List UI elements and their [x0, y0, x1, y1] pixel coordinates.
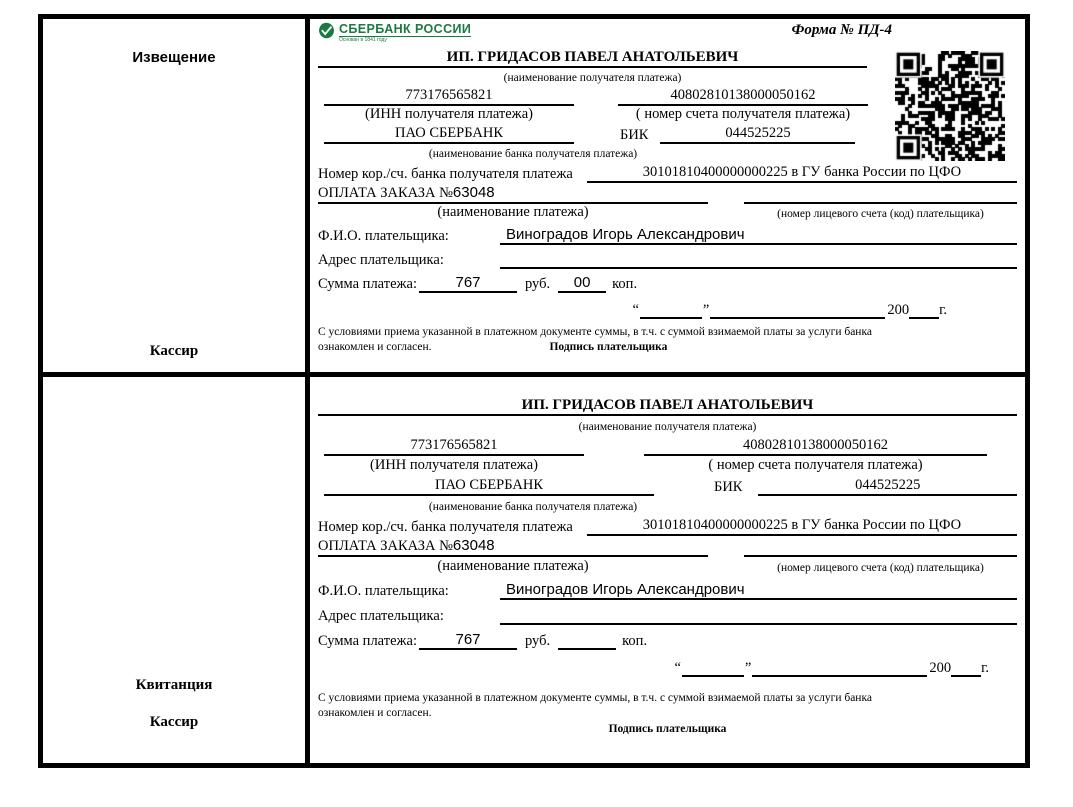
notice-side-title: Извещение: [132, 49, 216, 66]
date-month-blank: [710, 317, 885, 319]
payer-label: Ф.И.О. плательщика:: [318, 228, 449, 244]
bik-label: БИК: [714, 479, 743, 495]
address-label: Адрес плательщика:: [318, 608, 444, 624]
inn-caption: (ИНН получателя платежа): [365, 105, 533, 122]
personal-account-caption: (номер лицевого счета (код) плательщика): [777, 561, 984, 574]
notice-side-cell: [43, 19, 310, 372]
agreement-line2: ознакомлен и согласен.: [318, 706, 432, 719]
address-label: Адрес плательщика:: [318, 252, 444, 268]
receipt-side-cell: [43, 377, 310, 763]
account-value: 40802810138000050162: [618, 87, 868, 106]
corr-account-value: 30101810400000000225 в ГУ банка России по ЦФО: [587, 517, 1017, 536]
signature-label: Подпись плательщика: [549, 340, 668, 353]
account-value: 40802810138000050162: [644, 437, 987, 456]
date-day-blank: [640, 317, 702, 319]
receipt-side-title: Квитанция: [135, 677, 213, 693]
bik-value: 044525225: [660, 125, 855, 144]
bank-caption: (наименование банка получателя платежа): [428, 147, 638, 160]
payment-purpose-prefix: ОПЛАТА ЗАКАЗА №: [318, 538, 453, 554]
account-caption: ( номер счета получателя платежа): [635, 105, 851, 122]
section-receipt: [43, 372, 1025, 763]
bank-name-value: ПАО СБЕРБАНК: [324, 477, 654, 496]
date-year-blank: [951, 675, 981, 677]
form-number: Форма № ПД-4: [791, 22, 892, 38]
corr-account-label: Номер кор./сч. банка получателя платежа: [318, 166, 573, 182]
date-quote-close: ”: [744, 660, 752, 676]
rub-label: руб.: [525, 276, 551, 292]
date-year-suffix: г.: [981, 660, 989, 676]
sberbank-logo-tagline: Основан в 1841 году: [339, 37, 387, 43]
agreement-line2: ознакомлен и согласен.: [318, 340, 432, 353]
bank-name-value: ПАО СБЕРБАНК: [324, 125, 574, 144]
personal-account-caption: (номер лицевого счета (код) плательщика): [777, 207, 984, 220]
date-year-blank: [909, 317, 939, 319]
corr-account-value: 30101810400000000225 в ГУ банка России по ЦФО: [587, 164, 1017, 183]
amount-label: Сумма платежа:: [318, 633, 417, 649]
corr-account-label: Номер кор./сч. банка получателя платежа: [318, 519, 573, 535]
recipient-name: ИП. ГРИДАСОВ ПАВЕЛ АНАТОЛЬЕВИЧ: [318, 49, 867, 68]
inn-value: 773176565821: [324, 87, 574, 106]
agreement-text: [318, 691, 1017, 721]
bank-caption: (наименование банка получателя платежа): [428, 500, 638, 513]
inn-caption: (ИНН получателя платежа): [370, 456, 538, 473]
payer-name-value: Виноградов Игорь Александрович: [500, 226, 1017, 245]
date-year-prefix: 200: [929, 660, 952, 676]
agreement-text: [318, 325, 1017, 355]
payment-purpose-value: [318, 184, 708, 204]
recipient-name: ИП. ГРИДАСОВ ПАВЕЛ АНАТОЛЬЕВИЧ: [318, 397, 1017, 416]
sberbank-logo-title: СБЕРБАНК РОССИИ: [339, 22, 472, 36]
date-day-blank: [682, 675, 744, 677]
kop-label: коп.: [612, 276, 638, 292]
amount-rub-value: 767: [419, 631, 517, 650]
amount-kop-value: 00: [558, 274, 606, 293]
rub-label: руб.: [525, 633, 551, 649]
payment-caption: (наименование платежа): [437, 203, 589, 220]
payer-name-value: Виноградов Игорь Александрович: [500, 581, 1017, 600]
sberbank-logo: [318, 22, 471, 44]
bik-label: БИК: [620, 127, 649, 143]
payer-label: Ф.И.О. плательщика:: [318, 583, 449, 599]
qr-code: [895, 51, 1005, 161]
section-notice: [43, 19, 1025, 372]
date-month-blank: [752, 675, 927, 677]
payment-purpose-prefix: ОПЛАТА ЗАКАЗА №: [318, 185, 453, 201]
agreement-line1: С условиями приема указанной в платежном документе суммы, в т.ч. с суммой взимаемой платы за услуги банка: [318, 326, 872, 338]
date-year-prefix: 200: [887, 302, 910, 318]
notice-cashier-label: Кассир: [149, 343, 199, 359]
amount-label: Сумма платежа:: [318, 276, 417, 292]
inn-value: 773176565821: [324, 437, 584, 456]
receipt-cashier-label: Кассир: [149, 714, 199, 730]
notice-main-cell: [310, 19, 1025, 372]
kop-label: коп.: [622, 633, 648, 649]
date-quote-open: “: [674, 660, 681, 676]
bik-value: 044525225: [758, 477, 1017, 496]
payment-purpose-number: 63048: [452, 537, 495, 554]
receipt-main-cell: [310, 377, 1025, 763]
date-quote-close: ”: [702, 302, 710, 318]
date-quote-open: “: [632, 302, 639, 318]
account-caption: ( номер счета получателя платежа): [708, 456, 923, 473]
payment-caption: (наименование платежа): [437, 557, 589, 574]
payment-purpose-value: [318, 537, 708, 557]
date-year-suffix: г.: [939, 302, 947, 318]
signature-label: Подпись плательщика: [608, 722, 727, 735]
agreement-line1: С условиями приема указанной в платежном документе суммы, в т.ч. с суммой взимаемой платы за услуги банка: [318, 692, 872, 704]
recipient-caption: (наименование получателя платежа): [578, 420, 757, 433]
sberbank-logo-icon: [318, 22, 335, 39]
recipient-caption: (наименование получателя платежа): [503, 71, 682, 84]
form-table: [38, 14, 1030, 768]
amount-rub-value: 767: [419, 274, 517, 293]
payment-purpose-number: 63048: [452, 184, 495, 201]
